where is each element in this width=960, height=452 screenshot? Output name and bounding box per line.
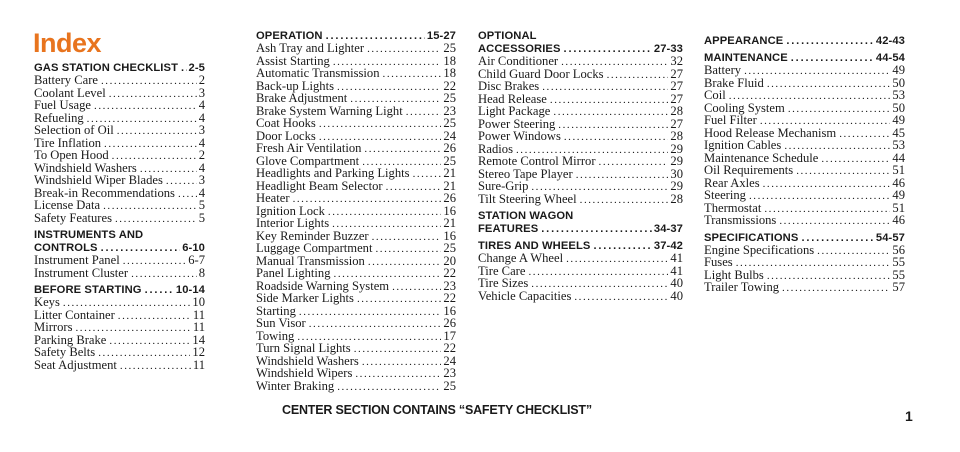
entry-page: 49 bbox=[892, 63, 905, 77]
page-number: 1 bbox=[905, 408, 913, 424]
dot-leader bbox=[109, 89, 197, 101]
section-heading-text: APPEARANCE bbox=[704, 35, 784, 47]
section-page-range: 6-10 bbox=[182, 242, 205, 254]
index-entry bbox=[478, 288, 683, 304]
entry-label: Key Reminder Buzzer bbox=[256, 228, 369, 243]
dot-leader bbox=[94, 101, 197, 113]
entry-label: Steering bbox=[704, 188, 746, 202]
entry-page: 4 bbox=[198, 185, 205, 200]
index-entry bbox=[478, 191, 683, 207]
entry-label: Trailer Towing bbox=[704, 280, 780, 294]
entry-page: 22 bbox=[443, 341, 456, 355]
entry-page: 29 bbox=[670, 141, 683, 156]
entry-page: 26 bbox=[443, 191, 456, 205]
entry-label: Tire Inflation bbox=[34, 135, 102, 150]
entry-label: Litter Container bbox=[34, 307, 115, 322]
dot-leader bbox=[764, 204, 890, 216]
entry-label: Headlights and Parking Lights bbox=[256, 166, 410, 180]
index-column-3 bbox=[478, 30, 683, 303]
section-heading-text: BEFORE STARTING bbox=[34, 284, 142, 296]
dot-leader bbox=[566, 254, 668, 266]
entry-page: 16 bbox=[443, 228, 456, 243]
entry-label: Roadside Warning System bbox=[256, 278, 390, 293]
dot-leader bbox=[541, 223, 652, 236]
section-heading-text: ACCESSORIES bbox=[478, 43, 561, 55]
dot-leader bbox=[118, 311, 191, 323]
dot-leader bbox=[368, 257, 442, 269]
entry-page: 51 bbox=[892, 200, 905, 215]
entry-page: 10 bbox=[192, 295, 205, 309]
entry-label: Disc Brakes bbox=[478, 79, 540, 93]
entry-label: Fuses bbox=[704, 255, 733, 269]
entry-page: 55 bbox=[892, 255, 905, 269]
entry-page: 25 bbox=[443, 91, 456, 105]
entry-page: 25 bbox=[443, 378, 456, 393]
section-page-range: 34-37 bbox=[653, 223, 683, 235]
section-page-range: 10-14 bbox=[175, 284, 205, 296]
entry-page: 50 bbox=[892, 100, 905, 115]
entry-label: Maintenance Schedule bbox=[704, 150, 819, 165]
dot-leader bbox=[362, 357, 442, 369]
entry-page: 2 bbox=[198, 148, 205, 162]
entry-label: Back-up Lights bbox=[256, 78, 334, 93]
index-section bbox=[478, 210, 683, 236]
entry-page: 4 bbox=[198, 160, 205, 175]
entry-label: Coil bbox=[704, 88, 726, 102]
entry-label: Glove Compartment bbox=[256, 153, 360, 168]
entry-label: Side Marker Lights bbox=[256, 291, 354, 305]
entry-label: Cooling System bbox=[704, 100, 785, 115]
index-section bbox=[478, 240, 683, 303]
dot-leader bbox=[542, 82, 668, 94]
entry-label: Safety Features bbox=[34, 210, 112, 225]
dot-leader bbox=[767, 79, 891, 91]
dot-leader bbox=[576, 170, 669, 182]
entry-label: Winter Braking bbox=[256, 378, 335, 393]
dot-leader bbox=[817, 246, 890, 258]
entry-label: Break-in Recommendations bbox=[34, 185, 175, 200]
entry-label: Windshield Wipers bbox=[256, 366, 353, 380]
index-entry bbox=[34, 210, 205, 226]
entry-page: 20 bbox=[443, 253, 456, 268]
dot-leader bbox=[392, 282, 441, 294]
entry-label: Selection of Oil bbox=[34, 123, 114, 137]
index-column-2 bbox=[256, 30, 456, 393]
entry-page: 53 bbox=[892, 138, 905, 152]
entry-label: Assist Starting bbox=[256, 53, 330, 68]
entry-page: 55 bbox=[892, 267, 905, 282]
entry-label: Interior Lights bbox=[256, 216, 330, 230]
entry-label: Battery Care bbox=[34, 73, 98, 87]
section-heading-line: OPTIONAL bbox=[478, 30, 537, 42]
page-title: Index bbox=[33, 28, 102, 58]
dot-leader bbox=[123, 256, 187, 268]
dot-leader bbox=[383, 69, 442, 81]
dot-leader bbox=[372, 232, 442, 244]
entry-label: Manual Transmission bbox=[256, 253, 365, 268]
entry-label: Engine Specifications bbox=[704, 242, 815, 257]
entry-page: 40 bbox=[670, 288, 683, 303]
section-heading-text: FEATURES bbox=[478, 223, 539, 235]
dot-leader bbox=[779, 216, 890, 228]
section-page-range: 44-54 bbox=[875, 52, 905, 64]
entry-label: Windshield Wiper Blades bbox=[34, 173, 163, 187]
section-heading bbox=[704, 35, 905, 48]
dot-leader bbox=[101, 76, 197, 88]
section-page-range: 27-33 bbox=[653, 43, 683, 55]
index-entry bbox=[704, 75, 905, 91]
entry-page: 11 bbox=[192, 357, 205, 372]
entry-page: 45 bbox=[892, 125, 905, 140]
entry-page: 4 bbox=[198, 98, 205, 112]
index-entry bbox=[34, 357, 205, 373]
dot-leader bbox=[357, 294, 441, 306]
entry-label: Light Bulbs bbox=[704, 267, 764, 282]
entry-page: 11 bbox=[192, 320, 205, 334]
entry-page: 12 bbox=[192, 345, 205, 359]
entry-page: 56 bbox=[892, 242, 905, 257]
entry-page: 28 bbox=[670, 191, 683, 206]
entry-label: Child Guard Door Locks bbox=[478, 66, 604, 81]
section-heading-text: CONTROLS bbox=[34, 242, 98, 254]
entry-page: 22 bbox=[443, 291, 456, 305]
entry-page: 24 bbox=[443, 128, 456, 143]
entry-page: 27 bbox=[670, 91, 683, 106]
entry-label: Coolant Level bbox=[34, 85, 106, 100]
entry-page: 22 bbox=[443, 266, 456, 280]
safety-checklist-note: CENTER SECTION CONTAINS “SAFETY CHECKLIST” bbox=[282, 403, 592, 417]
entry-page: 8 bbox=[198, 265, 205, 280]
entry-label: Coat Hooks bbox=[256, 116, 316, 130]
entry-page: 18 bbox=[443, 66, 456, 80]
section-heading-text: TIRES AND WHEELS bbox=[478, 240, 591, 252]
entry-label: Instrument Panel bbox=[34, 253, 120, 267]
entry-label: Sure-Grip bbox=[478, 179, 529, 193]
entry-label: Tire Care bbox=[478, 263, 526, 278]
section-heading-line: STATION WAGON bbox=[478, 210, 574, 222]
dot-leader bbox=[749, 191, 890, 203]
entry-label: Parking Brake bbox=[34, 332, 107, 347]
entry-label: Headlight Beam Selector bbox=[256, 178, 383, 193]
dot-leader bbox=[328, 207, 442, 219]
entry-label: Instrument Cluster bbox=[34, 265, 129, 280]
index-section bbox=[34, 62, 205, 225]
dot-leader bbox=[553, 107, 668, 119]
entry-page: 32 bbox=[670, 54, 683, 68]
entry-label: Remote Control Mirror bbox=[478, 154, 596, 168]
dot-leader bbox=[178, 189, 197, 201]
entry-page: 28 bbox=[670, 104, 683, 118]
entry-label: Ash Tray and Lighter bbox=[256, 41, 365, 55]
entry-page: 57 bbox=[892, 280, 905, 294]
dot-leader bbox=[117, 126, 197, 138]
index-column-1 bbox=[34, 62, 205, 372]
entry-page: 27 bbox=[670, 79, 683, 93]
entry-label: Ignition Cables bbox=[704, 138, 782, 152]
entry-page: 25 bbox=[443, 116, 456, 130]
entry-page: 49 bbox=[892, 188, 905, 202]
entry-label: To Open Hood bbox=[34, 148, 109, 162]
section-page-range: 54-57 bbox=[875, 231, 905, 244]
dot-leader bbox=[375, 244, 441, 256]
entry-page: 40 bbox=[670, 276, 683, 290]
dot-leader bbox=[574, 292, 668, 304]
dot-leader bbox=[337, 82, 441, 94]
section-page-range: 15-27 bbox=[426, 30, 456, 42]
dot-leader bbox=[104, 139, 197, 151]
dot-leader bbox=[109, 336, 190, 348]
entry-label: Stereo Tape Player bbox=[478, 166, 573, 181]
entry-label: Air Conditioner bbox=[478, 54, 559, 68]
index-entry bbox=[256, 378, 456, 394]
entry-label: Thermostat bbox=[704, 200, 762, 215]
entry-page: 23 bbox=[443, 366, 456, 380]
entry-page: 46 bbox=[892, 213, 905, 227]
dot-leader bbox=[580, 195, 669, 207]
entry-label: Luggage Compartment bbox=[256, 241, 373, 255]
entry-page: 24 bbox=[443, 353, 456, 368]
index-column-4 bbox=[704, 35, 905, 295]
dot-leader bbox=[593, 240, 651, 253]
entry-label: Battery bbox=[704, 63, 742, 77]
entry-label: Change A Wheel bbox=[478, 251, 564, 265]
entry-page: 28 bbox=[670, 129, 683, 143]
entry-label: Brake Fluid bbox=[704, 75, 764, 90]
entry-label: Keys bbox=[34, 295, 60, 309]
dot-leader bbox=[821, 154, 890, 166]
entry-page: 3 bbox=[198, 85, 205, 100]
section-page-range: 2-5 bbox=[188, 62, 205, 74]
dot-leader bbox=[386, 182, 442, 194]
entry-page: 46 bbox=[892, 175, 905, 190]
entry-label: Towing bbox=[256, 328, 295, 343]
entry-label: Seat Adjustment bbox=[34, 357, 117, 372]
dot-leader bbox=[367, 44, 441, 56]
section-heading-text: SPECIFICATIONS bbox=[704, 231, 799, 244]
entry-label: Automatic Transmission bbox=[256, 66, 380, 80]
dot-leader bbox=[319, 119, 442, 131]
entry-page: 26 bbox=[443, 316, 456, 330]
entry-label: Tilt Steering Wheel bbox=[478, 191, 577, 206]
entry-label: Brake Adjustment bbox=[256, 91, 348, 105]
entry-label: Head Release bbox=[478, 91, 547, 106]
entry-label: Rear Axles bbox=[704, 175, 760, 190]
dot-leader bbox=[782, 283, 890, 295]
entry-label: Hood Release Mechanism bbox=[704, 125, 837, 140]
dot-leader bbox=[558, 120, 668, 132]
entry-page: 21 bbox=[443, 166, 456, 180]
entry-page: 16 bbox=[443, 303, 456, 318]
entry-label: Vehicle Capacities bbox=[478, 288, 572, 303]
entry-label: Tire Sizes bbox=[478, 276, 529, 290]
entry-label: Panel Lighting bbox=[256, 266, 331, 280]
section-heading bbox=[478, 30, 683, 56]
dot-leader bbox=[796, 166, 890, 178]
index-entry bbox=[704, 282, 905, 295]
section-heading-text: GAS STATION CHECKLIST bbox=[34, 62, 179, 74]
entry-label: Brake System Warning Light bbox=[256, 103, 403, 118]
entry-label: Safety Belts bbox=[34, 345, 96, 359]
entry-page: 49 bbox=[892, 113, 905, 127]
index-section bbox=[704, 52, 905, 228]
index-section bbox=[256, 30, 456, 393]
entry-label: Radios bbox=[478, 141, 513, 156]
dot-leader bbox=[355, 369, 441, 381]
entry-label: Oil Requirements bbox=[704, 163, 794, 177]
entry-label: License Data bbox=[34, 198, 101, 212]
entry-label: Starting bbox=[256, 303, 296, 318]
entry-page: 41 bbox=[670, 263, 683, 278]
dot-leader bbox=[364, 144, 441, 156]
section-heading-line: INSTRUMENTS AND bbox=[34, 229, 144, 241]
index-section bbox=[478, 30, 683, 206]
entry-page: 21 bbox=[443, 216, 456, 230]
dot-leader bbox=[413, 169, 442, 181]
entry-page: 25 bbox=[443, 241, 456, 255]
entry-page: 5 bbox=[198, 198, 205, 212]
dot-leader bbox=[564, 132, 669, 144]
dot-leader bbox=[763, 179, 891, 191]
entry-label: Door Locks bbox=[256, 128, 316, 143]
dot-leader bbox=[607, 70, 669, 82]
entry-label: Fuel Filter bbox=[704, 113, 757, 127]
entry-label: Ignition Lock bbox=[256, 203, 325, 218]
dot-leader bbox=[550, 95, 669, 107]
section-heading-text: OPERATION bbox=[256, 30, 323, 42]
entry-page: 41 bbox=[670, 251, 683, 265]
entry-label: Fresh Air Ventilation bbox=[256, 141, 362, 155]
entry-page: 4 bbox=[198, 110, 205, 125]
entry-label: Power Windows bbox=[478, 129, 561, 143]
entry-page: 50 bbox=[892, 75, 905, 90]
entry-label: Mirrors bbox=[34, 320, 73, 334]
entry-page: 16 bbox=[443, 203, 456, 218]
dot-leader bbox=[406, 107, 442, 119]
entry-page: 27 bbox=[670, 66, 683, 81]
entry-page: 11 bbox=[192, 307, 205, 322]
index-section bbox=[34, 229, 205, 280]
entry-label: Turn Signal Lights bbox=[256, 341, 351, 355]
entry-page: 5 bbox=[198, 210, 205, 225]
dot-leader bbox=[299, 307, 442, 319]
entry-label: Windshield Washers bbox=[256, 353, 359, 368]
entry-label: Power Steering bbox=[478, 116, 556, 131]
entry-label: Fuel Usage bbox=[34, 98, 92, 112]
entry-page: 18 bbox=[443, 53, 456, 68]
entry-page: 25 bbox=[443, 153, 456, 168]
entry-page: 21 bbox=[443, 178, 456, 193]
entry-page: 27 bbox=[670, 116, 683, 131]
index-section bbox=[704, 232, 905, 295]
entry-page: 51 bbox=[892, 163, 905, 177]
entry-page: 4 bbox=[198, 135, 205, 150]
dot-leader bbox=[599, 157, 669, 169]
entry-page: 30 bbox=[670, 166, 683, 181]
dot-leader bbox=[120, 361, 191, 373]
dot-leader bbox=[115, 214, 197, 226]
entry-page: 6-7 bbox=[188, 253, 205, 267]
section-page-range: 42-43 bbox=[875, 35, 905, 47]
dot-leader bbox=[839, 129, 890, 141]
entry-label: Heater bbox=[256, 191, 290, 205]
entry-page: 29 bbox=[670, 154, 683, 168]
entry-page: 2 bbox=[198, 73, 205, 87]
dot-leader bbox=[181, 62, 187, 75]
section-heading bbox=[34, 229, 205, 255]
dot-leader bbox=[786, 35, 874, 48]
section-heading-line bbox=[478, 223, 683, 236]
entry-page: 29 bbox=[670, 179, 683, 193]
entry-label: Windshield Washers bbox=[34, 160, 137, 175]
dot-leader bbox=[309, 319, 442, 331]
entry-label: Sun Visor bbox=[256, 316, 306, 330]
index-entry bbox=[34, 265, 205, 281]
dot-leader bbox=[528, 267, 668, 279]
dot-leader bbox=[788, 104, 891, 116]
entry-page: 23 bbox=[443, 103, 456, 118]
entry-label: Transmissions bbox=[704, 213, 777, 227]
entry-page: 3 bbox=[198, 173, 205, 187]
entry-page: 17 bbox=[443, 328, 456, 343]
dot-leader bbox=[354, 344, 442, 356]
entry-page: 53 bbox=[892, 88, 905, 102]
dot-leader bbox=[337, 382, 441, 394]
entry-label: Refueling bbox=[34, 110, 84, 125]
entry-page: 3 bbox=[198, 123, 205, 137]
dot-leader bbox=[103, 201, 197, 213]
dot-leader bbox=[145, 284, 174, 297]
index-entry bbox=[704, 242, 905, 258]
dot-leader bbox=[791, 52, 874, 65]
entry-page: 44 bbox=[892, 150, 905, 165]
dot-leader bbox=[767, 271, 891, 283]
entry-page: 25 bbox=[443, 41, 456, 55]
index-section bbox=[34, 284, 205, 372]
dot-leader bbox=[131, 269, 197, 281]
entry-page: 14 bbox=[192, 332, 205, 347]
entry-page: 22 bbox=[443, 78, 456, 93]
index-section bbox=[704, 35, 905, 48]
section-page-range: 37-42 bbox=[653, 240, 683, 252]
section-heading bbox=[478, 210, 683, 236]
entry-page: 23 bbox=[443, 278, 456, 293]
dot-leader bbox=[744, 66, 890, 78]
index-entry bbox=[704, 215, 905, 228]
entry-label: Light Package bbox=[478, 104, 551, 118]
dot-leader bbox=[564, 43, 652, 56]
entry-page: 26 bbox=[443, 141, 456, 155]
section-heading-text: MAINTENANCE bbox=[704, 52, 788, 64]
